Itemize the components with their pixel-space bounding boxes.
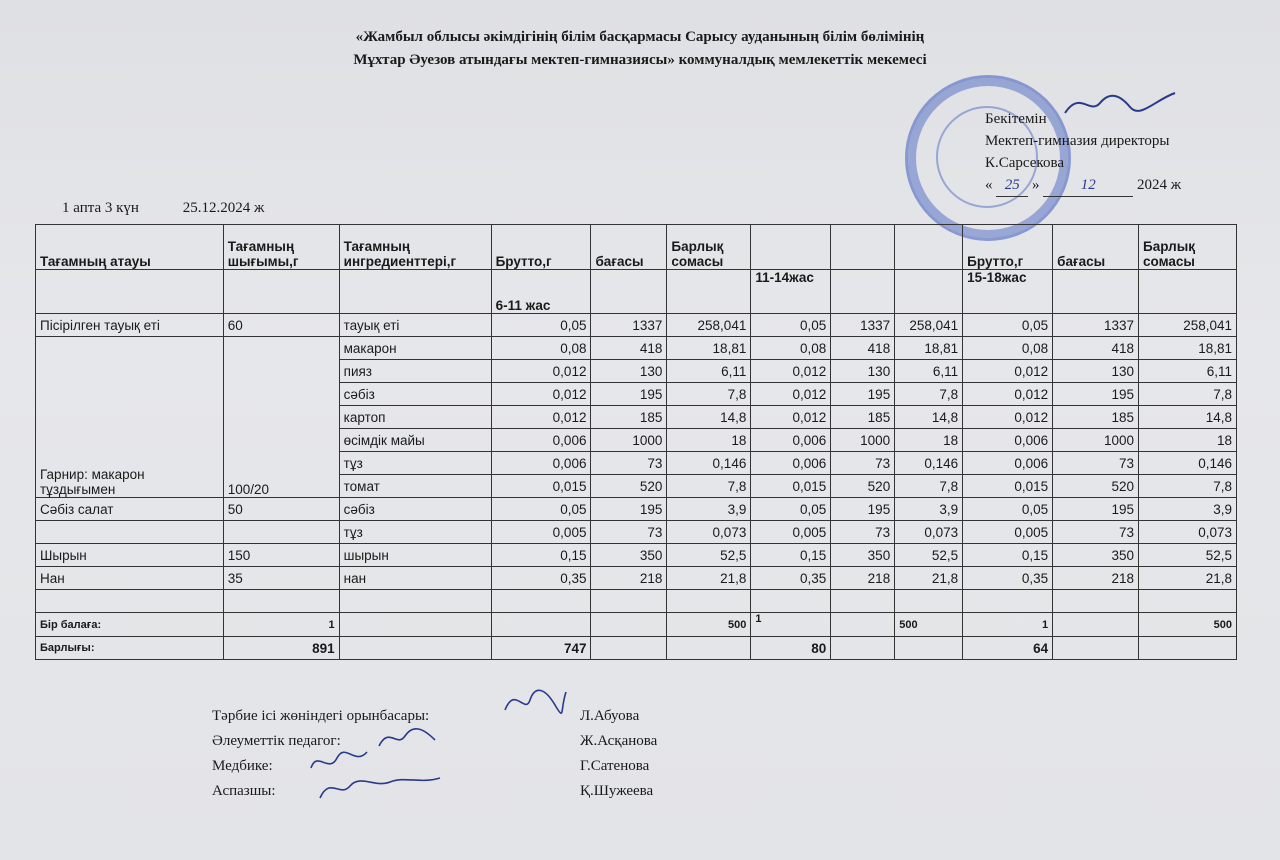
col-header: бағасы	[591, 225, 667, 270]
table-row: тұз 0,005 73 0,073 0,005 73 0,073 0,005 73 0,073	[36, 521, 1237, 544]
age-group-row	[36, 270, 1237, 314]
day-info	[62, 200, 304, 217]
menu-table	[35, 224, 1237, 660]
ingredient: нан	[339, 567, 491, 590]
ingredient: пияз	[339, 360, 491, 383]
header-line-1: «Жамбыл облысы әкімдігінің білім басқармасы Сарысу ауданының білім бөлімінің	[355, 29, 925, 45]
col-header	[831, 225, 895, 270]
col-header: Тағамның шығымы,г	[223, 225, 339, 270]
dish-yield: 150	[223, 544, 339, 567]
approval-position: Мектеп-гимназия директоры	[985, 133, 1170, 149]
col-header: Брутто,г	[963, 225, 1053, 270]
approval-name: К.Сарсекова	[985, 155, 1064, 171]
col-header	[895, 225, 963, 270]
table-row-empty	[36, 590, 1237, 613]
total-label: Барлығы:	[36, 637, 224, 660]
table-row: пияз 0,012 130 6,11 0,012 130 6,11 0,012 130 6,11	[36, 360, 1237, 383]
signature-row: Әлеуметтік педагог: Ж.Асқанова	[212, 733, 658, 749]
signature-scribble	[375, 722, 445, 752]
ingredient: тұз	[339, 452, 491, 475]
ingredient: тұз	[339, 521, 491, 544]
table-row: Нан 35 нан 0,35 218 21,8 0,35 218 21,8 0,35 218 21,8	[36, 567, 1237, 590]
per-child-label: Бір балаға:	[36, 613, 224, 637]
col-header	[751, 225, 831, 270]
age-group-label: 6-11 жас	[491, 270, 591, 314]
dish-name: Шырын	[36, 544, 224, 567]
approval-date: « 25 » 12 2024 ж	[985, 174, 1181, 197]
dish-name: Пісірілген тауық еті	[36, 314, 224, 337]
signature-row: Аспазшы: Қ.Шужеева	[212, 783, 654, 799]
age-group-label: 15-18жас	[963, 270, 1053, 314]
ingredient: өсімдік майы	[339, 429, 491, 452]
per-child-row: Бір балаға: 1 500 1 500 1 500	[36, 613, 1237, 637]
col-header: Тағамның атауы	[36, 225, 224, 270]
dish-yield: 50	[223, 498, 339, 521]
dish-yield: 100/20	[223, 337, 339, 498]
ingredient: сәбіз	[339, 498, 491, 521]
table-row: Шырын 150 шырын 0,15 350 52,5 0,15 350 52,5 0,15 350 52,5	[36, 544, 1237, 567]
col-header: бағасы	[1053, 225, 1139, 270]
ingredient: сәбіз	[339, 383, 491, 406]
header-line-2: Мұхтар Әуезов атындағы мектеп-гимназиясы» коммуналдық мемлекеттік мекемесі	[353, 52, 927, 68]
table-row: томат 0,015 520 7,8 0,015 520 7,8 0,015 520 7,8	[36, 475, 1237, 498]
col-header: Тағамның ингредиенттері,г	[339, 225, 491, 270]
signature-row: Медбике: Г.Сатенова	[212, 758, 650, 774]
approval-label: Бекітемін	[985, 111, 1047, 127]
col-header: Барлық сомасы	[667, 225, 751, 270]
table-row: тұз 0,006 73 0,146 0,006 73 0,146 0,006 73 0,146	[36, 452, 1237, 475]
ingredient: шырын	[339, 544, 491, 567]
week-day: 1 апта 3 күн	[62, 200, 139, 216]
dish-yield: 35	[223, 567, 339, 590]
ingredient: томат	[339, 475, 491, 498]
dish-name: Гарнир: макарон тұздығымен	[36, 337, 224, 498]
signatures-block	[212, 704, 692, 804]
total-row: Барлығы: 891 747 80 64	[36, 637, 1237, 660]
col-header: Барлық сомасы	[1139, 225, 1237, 270]
ingredient: макарон	[339, 337, 491, 360]
dish-name: Сәбіз салат	[36, 498, 224, 521]
dish-yield: 60	[223, 314, 339, 337]
table-row: Гарнир: макарон тұздығымен 100/20 макарон 0,08 418 18,81 0,08 418 18,81 0,08 418 18,81	[36, 337, 1237, 360]
table-header-row	[36, 225, 1237, 270]
signature-scribble	[315, 768, 445, 808]
table-row: сәбіз 0,012 195 7,8 0,012 195 7,8 0,012 195 7,8	[36, 383, 1237, 406]
table-row: Пісірілген тауық еті 60 тауық еті 0,05 1337 258,041 0,05 1337 258,041 0,05 1337 258,041	[36, 314, 1237, 337]
dish-name: Нан	[36, 567, 224, 590]
table-row: өсімдік майы 0,006 1000 18 0,006 1000 18 0,006 1000 18	[36, 429, 1237, 452]
table-row: картоп 0,012 185 14,8 0,012 185 14,8 0,012 185 14,8	[36, 406, 1237, 429]
ingredient: тауық еті	[339, 314, 491, 337]
ingredient: картоп	[339, 406, 491, 429]
table-row: Сәбіз салат 50 сәбіз 0,05 195 3,9 0,05 195 3,9 0,05 195 3,9	[36, 498, 1237, 521]
approval-block	[985, 108, 1181, 197]
age-group-label: 11-14жас	[751, 270, 831, 314]
signature-row: Тәрбие ісі жөніндегі орынбасары: Л.Абуова	[212, 708, 640, 724]
col-header: Брутто,г	[491, 225, 591, 270]
menu-date: 25.12.2024 ж	[182, 200, 265, 216]
signature-scribble	[500, 680, 570, 720]
